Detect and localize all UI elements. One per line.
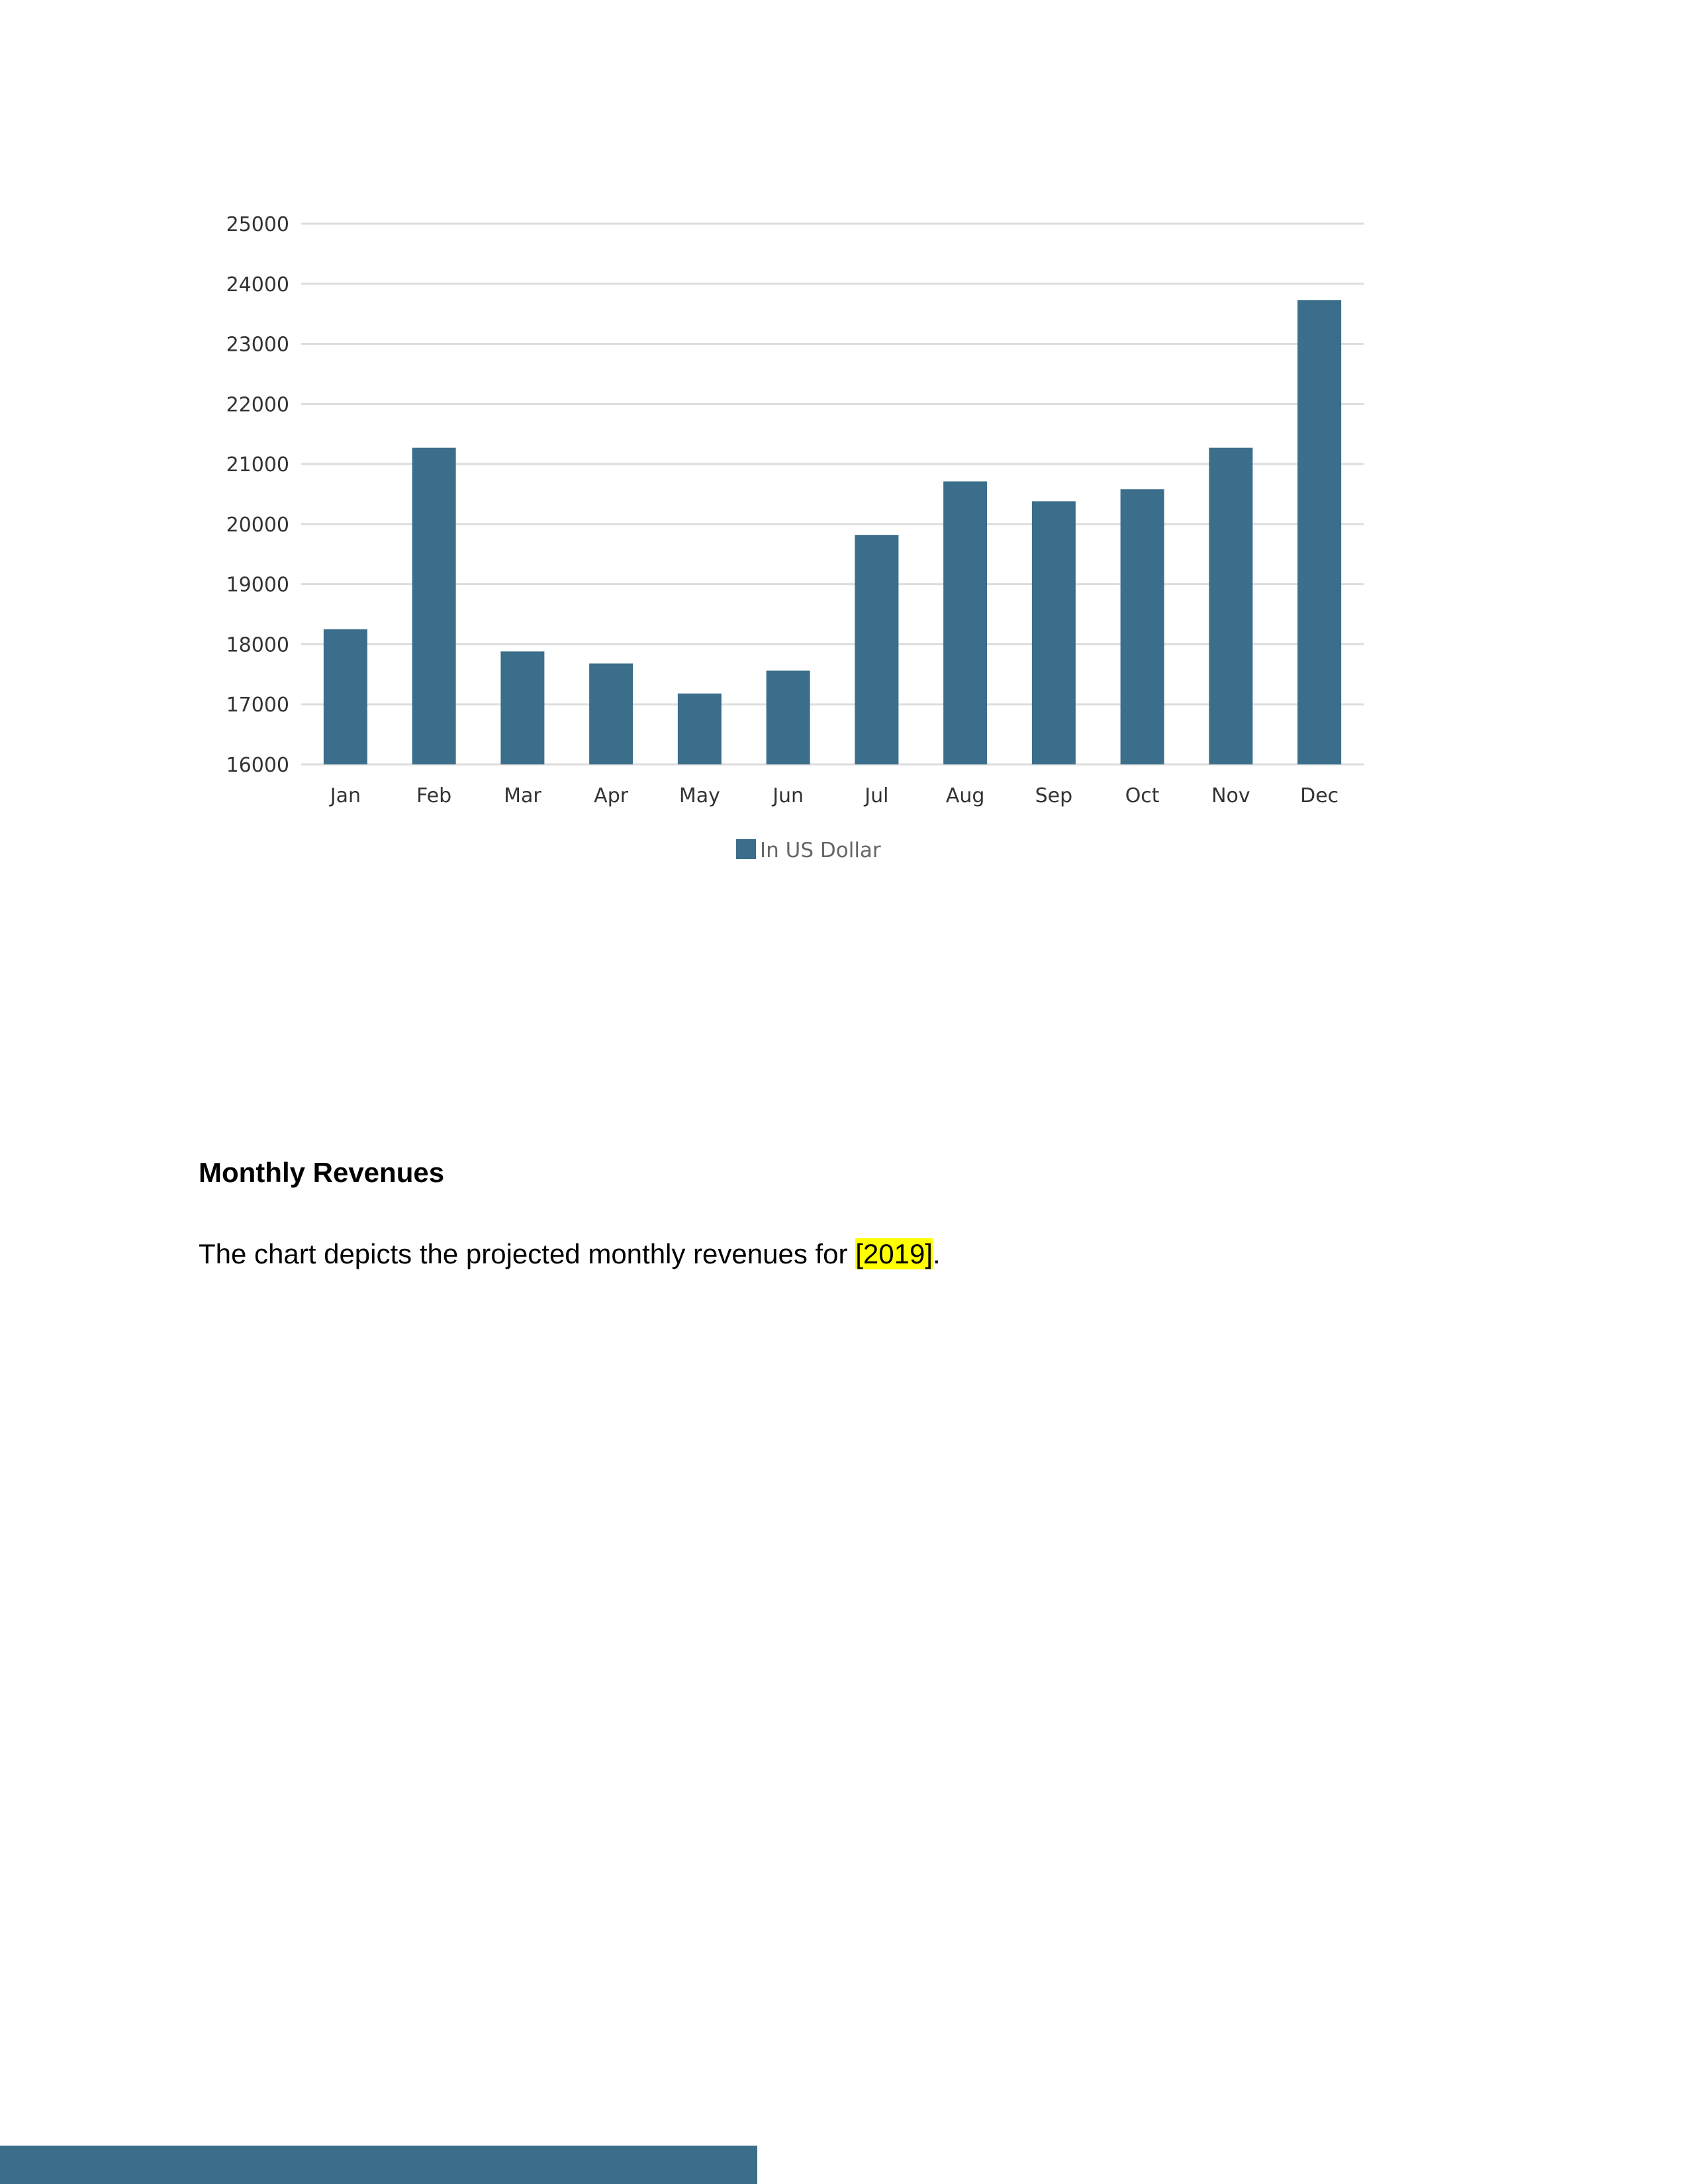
y-tick-label: 22000: [226, 393, 289, 417]
bar-jun[interactable]: [767, 670, 810, 764]
bar-oct[interactable]: [1121, 489, 1164, 764]
section-heading: Monthly Revenues: [199, 1157, 445, 1188]
body-paragraph: [199, 1238, 941, 1270]
bar-dec[interactable]: [1297, 300, 1341, 764]
highlighted-year: [2019]: [855, 1238, 933, 1269]
paragraph-text: The chart depicts the projected monthly revenues for: [199, 1238, 856, 1269]
x-tick-label: Jan: [330, 784, 361, 807]
x-tick-label: Oct: [1125, 784, 1160, 807]
x-tick-label: Sep: [1035, 784, 1073, 807]
x-tick-label: Jul: [865, 784, 889, 807]
x-tick-label: Dec: [1300, 784, 1339, 807]
x-tick-label: May: [679, 784, 720, 807]
bar-aug[interactable]: [943, 481, 987, 764]
chart-legend[interactable]: [736, 839, 881, 862]
bar-apr[interactable]: [589, 663, 633, 764]
chart-bars: [324, 300, 1341, 764]
legend-swatch: [736, 839, 756, 859]
paragraph-period: .: [932, 1238, 941, 1269]
y-tick-label: 19000: [226, 573, 289, 597]
x-tick-label: Feb: [416, 784, 452, 807]
footer-bar: [0, 2146, 757, 2184]
bar-mar[interactable]: [500, 651, 544, 764]
y-tick-label: 18000: [226, 633, 289, 657]
x-tick-label: Aug: [945, 784, 985, 807]
bar-jan[interactable]: [324, 629, 367, 764]
y-tick-label: 16000: [226, 754, 289, 777]
x-tick-label: Mar: [504, 784, 541, 807]
y-tick-label: 25000: [226, 213, 289, 236]
bar-may[interactable]: [678, 694, 722, 764]
x-axis-ticks: [329, 784, 1338, 807]
legend-label: In US Dollar: [760, 839, 881, 862]
chart-gridlines: [301, 224, 1364, 764]
y-tick-label: 17000: [226, 694, 289, 717]
y-tick-label: 24000: [226, 273, 289, 296]
y-axis-ticks: [226, 213, 289, 777]
y-tick-label: 21000: [226, 453, 289, 477]
x-tick-label: Jun: [773, 784, 804, 807]
x-tick-label: Nov: [1211, 784, 1250, 807]
bar-sep[interactable]: [1032, 501, 1076, 764]
y-tick-label: 20000: [226, 513, 289, 537]
x-tick-label: Apr: [594, 784, 629, 807]
bar-nov[interactable]: [1209, 448, 1252, 764]
revenue-bar-chart: [0, 0, 1688, 927]
bar-feb[interactable]: [412, 448, 456, 764]
bar-jul[interactable]: [855, 535, 898, 764]
y-tick-label: 23000: [226, 333, 289, 357]
